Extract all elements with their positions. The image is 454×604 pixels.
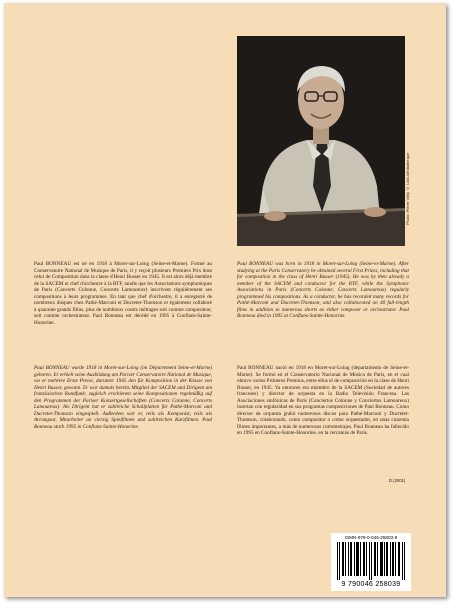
photo-credit: Photo: Pierre Vilby © Lido-Médiathèque — [405, 153, 410, 226]
composer-photo — [237, 36, 405, 246]
biography-spanish-text: Paul BONNEAU nació en 1918 en Moret-sur-Loing (departamento de Seine-et-Marne). Se formó en el Conservatorio Nacional de Música de París, en el cual obtuvo varios Primeros Premios, entre ellos el de composición en la clase de Henri Busser, en 1945. Ya entonces era miembro de la SACEM (Sociedad de autores franceses) y director de orquesta en la Radio Televisión Francesa. Las Asociaciones sinfónicas de París (Conciertos Colonne y Conciertos Lamoureux) insertan con regularidad en sus programas composiciones de Paul Bonneau. Como director de orquesta grabó numerosos discos para Pathé-Marconi y Ducretet-Thomson, colaborando, como compositor o como orquestador, en unas cuarenta filmes importantes, a más de numerosos cortometrajes. Paul Bonneau ha fallecido en 1995 en Conflans-Sainte-Honorine, en la cercanías de París. — [237, 365, 410, 436]
print-code: D.(2001) — [389, 478, 406, 483]
biography-french-text: Paul BONNEAU est né en 1918 à Moret-sur-Loing (Seine-et-Marne). Formé au Conservatoire National de Musique de Paris, il y reçoit plusieurs Premiers Prix dont celui de Composition dans la classe d'Henri Busser en 1945. Il est alors déjà membre de la SACEM et chef d'orchestre à la RTF, tandis que les Associations symphoniques de Paris (Concerts Colonne, Concerts Lamoureux) inscrivent régulièrement ses compositions à leurs programmes. En tant que chef d'orchestre, il a enregistré de nombreux disques chez Pathé-Marconi et Ducretet-Thomson et également collaboré à quarante grands films, plus de nombreux courts métrages soit comme compositeur, soit comme orchestrateur. Paul Bonneau est décédé en 1995 à Conflans-Sainte-Honorine. — [34, 261, 212, 326]
back-cover — [4, 3, 446, 597]
biography-german-text: Paul BONNEAU wurde 1918 in Moret-sur-Loing (im Département Seine-et-Marne) geboren. Er erhielt seine Ausbildung am Pariser Conservatoire National de Musique, wo er mehrere Erste Preise, darunter 1945 den für Komposition in der Klasse von Henri Busser, gewann. Er war damals bereits Mitglied der SACEM und Dirigent am französischen Rundfunk; zugleich erschienen seine Kompositionen regelmäßig auf den Programmen der Pariser Konzertgesellschaften (Concerts Colonne, Concerts Lamoureux). Als Dirigent hat er zahlreiche Schallplatten für Pathé-Marconi und Ducretet-Thomson eingespielt. Außerdem war er, teils als Komponist, teils als Arrangeur, Mitarbeiter an vierzig Spielfilmen und zahlreichen Kurzfilmen. Paul Bonneau starb 1995 in Conflans-Sainte-Honorine. — [34, 365, 212, 430]
barcode-box — [331, 533, 411, 591]
biography-german — [34, 365, 212, 430]
biography-spanish — [237, 365, 409, 437]
biography-french — [34, 261, 212, 326]
biography-english-text: Paul BONNEAU was born in 1918 in Moret-sur-Loing (Seine-et-Marne). After studying at the Paris Conservatory he obtained several First Prizes, including that for composition in the class of Henri Busser (1945). He was by then already a member of the SACEM and conductor for the RTF, while the Symphonic Associations in Paris (Concerts Colonne, Concerts Lamoureux) regularly programmed his compositions. As a conductor, he has recorded many records for Pathé-Marconi and Ducretet-Thomson, and also collaborated on 40 full-length films in addition to numerous shorts as either composer or orchestrator. Paul Bonneau died in 1995 at Conflans-Sainte-Honorine. — [237, 261, 409, 319]
biography-english — [237, 261, 409, 320]
ismn-label: ISMN-979-0-046-25803-9 — [344, 535, 398, 540]
composer-portrait-image — [237, 36, 405, 246]
barcode-icon — [337, 542, 405, 580]
barcode-number: 9 790046 258039 — [341, 581, 401, 588]
